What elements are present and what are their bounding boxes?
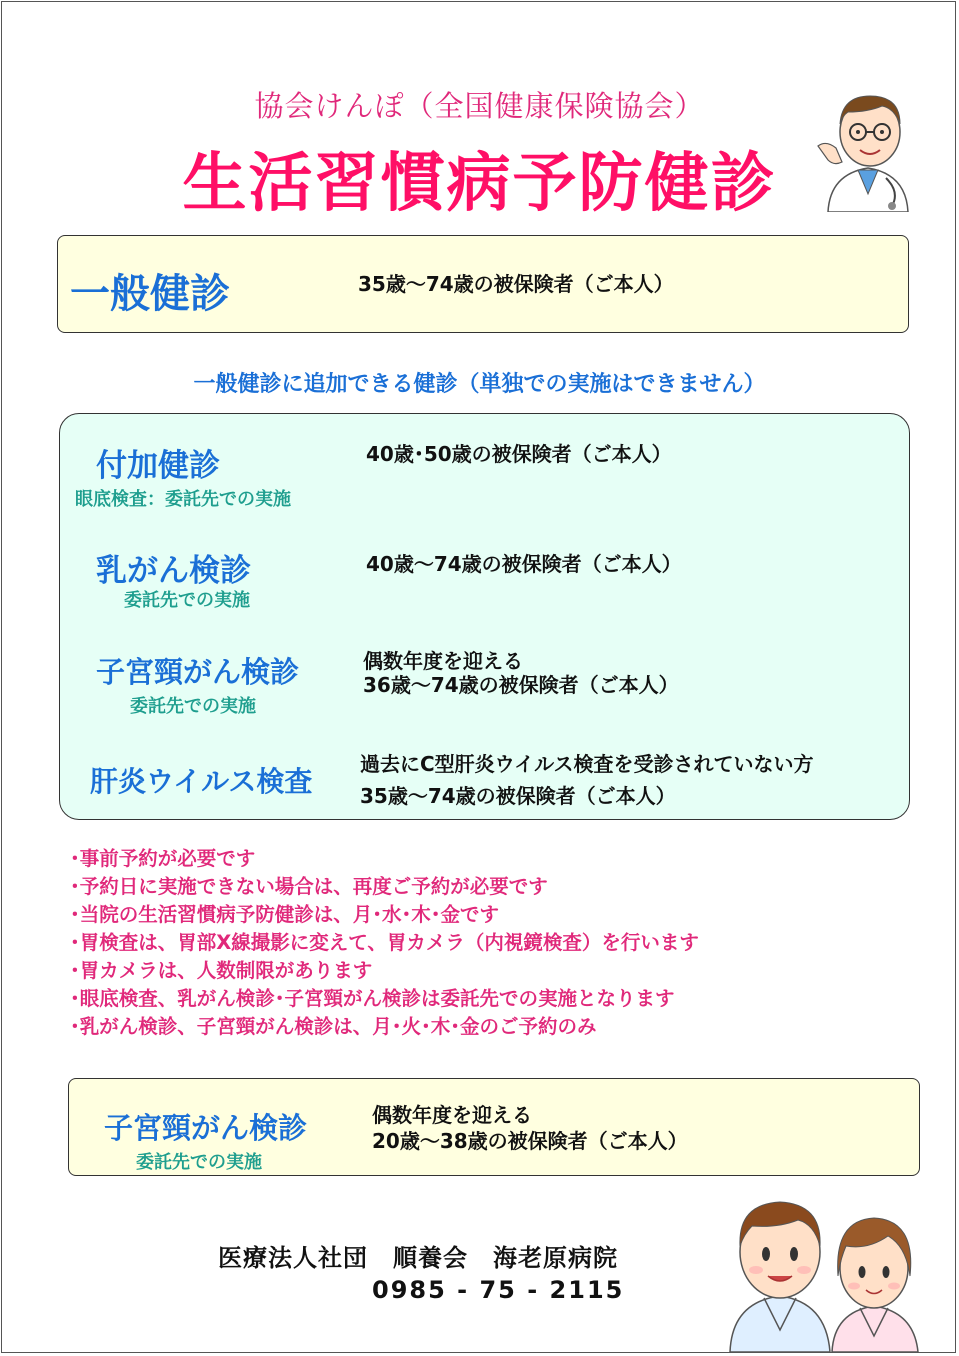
additional-checkup-note: 委託先での実施: [130, 696, 256, 717]
note-item: ･胃検査は、胃部X線撮影に変えて、胃カメラ（内視鏡検査）を行います: [70, 931, 699, 954]
cervical-standalone-eligibility: [372, 1102, 688, 1154]
additional-checkup-eligibility: [360, 748, 813, 812]
additional-checkup-title: 肝炎ウイルス検査: [90, 765, 313, 798]
eligibility-line: 40歳･50歳の被保険者（ご本人）: [366, 442, 672, 466]
additional-checkup-note: 眼底検査：委託先での実施: [75, 489, 291, 510]
eligibility-line: 40歳～74歳の被保険者（ご本人）: [366, 552, 682, 576]
note-item: ･胃カメラは、人数制限があります: [70, 959, 373, 982]
note-item: ･予約日に実施できない場合は、再度ご予約が必要です: [70, 875, 548, 898]
organization-name: 協会けんぽ（全国健康保険協会）: [254, 89, 705, 123]
general-checkup-eligibility: 35歳～74歳の被保険者（ご本人）: [358, 272, 674, 296]
eligibility-line: 過去にC型肝炎ウイルス検査を受診されていない方: [360, 752, 814, 776]
eligibility-line: 20歳～38歳の被保険者（ご本人）: [372, 1129, 688, 1153]
additional-checkup-title: 乳がん検診: [96, 553, 251, 589]
phone-number: 0985 - 75 - 2115: [372, 1276, 625, 1304]
additional-checkup-eligibility: [366, 442, 672, 467]
doctor-illustration: [808, 82, 928, 212]
additional-checkup-eligibility: [366, 552, 682, 577]
patients-illustration: [722, 1180, 922, 1352]
eligibility-line: 偶数年度を迎える: [363, 649, 523, 673]
note-item: ･乳がん検診、子宮頸がん検診は、月･火･木･金のご予約のみ: [70, 1015, 597, 1038]
additional-checkup-note: 委託先での実施: [124, 590, 250, 611]
general-checkup-title: 一般健診: [70, 271, 230, 317]
eligibility-line: 偶数年度を迎える: [372, 1103, 532, 1127]
additional-checkups-heading: 一般健診に追加できる健診（単独での実施はできません）: [193, 372, 766, 397]
additional-checkup-title: 子宮頸がん検診: [96, 655, 300, 689]
note-item: ･当院の生活習慣病予防健診は、月･水･木･金です: [70, 903, 500, 926]
page-title: 生活習慣病予防健診: [182, 147, 777, 221]
note-item: ･眼底検査、乳がん検診･子宮頸がん検診は委託先での実施となります: [70, 987, 675, 1010]
note-item: ･事前予約が必要です: [70, 847, 256, 870]
eligibility-line: 36歳～74歳の被保険者（ご本人）: [363, 673, 679, 697]
additional-checkup-title: 付加健診: [96, 448, 220, 484]
eligibility-line: 35歳～74歳の被保険者（ご本人）: [360, 784, 676, 808]
notes-list: [70, 845, 699, 1041]
cervical-standalone-title: 子宮頸がん検診: [104, 1111, 308, 1145]
hospital-name: 医療法人社団 順養会 海老原病院: [218, 1244, 618, 1272]
additional-checkup-eligibility: [363, 649, 679, 697]
cervical-standalone-note: 委託先での実施: [136, 1152, 262, 1173]
